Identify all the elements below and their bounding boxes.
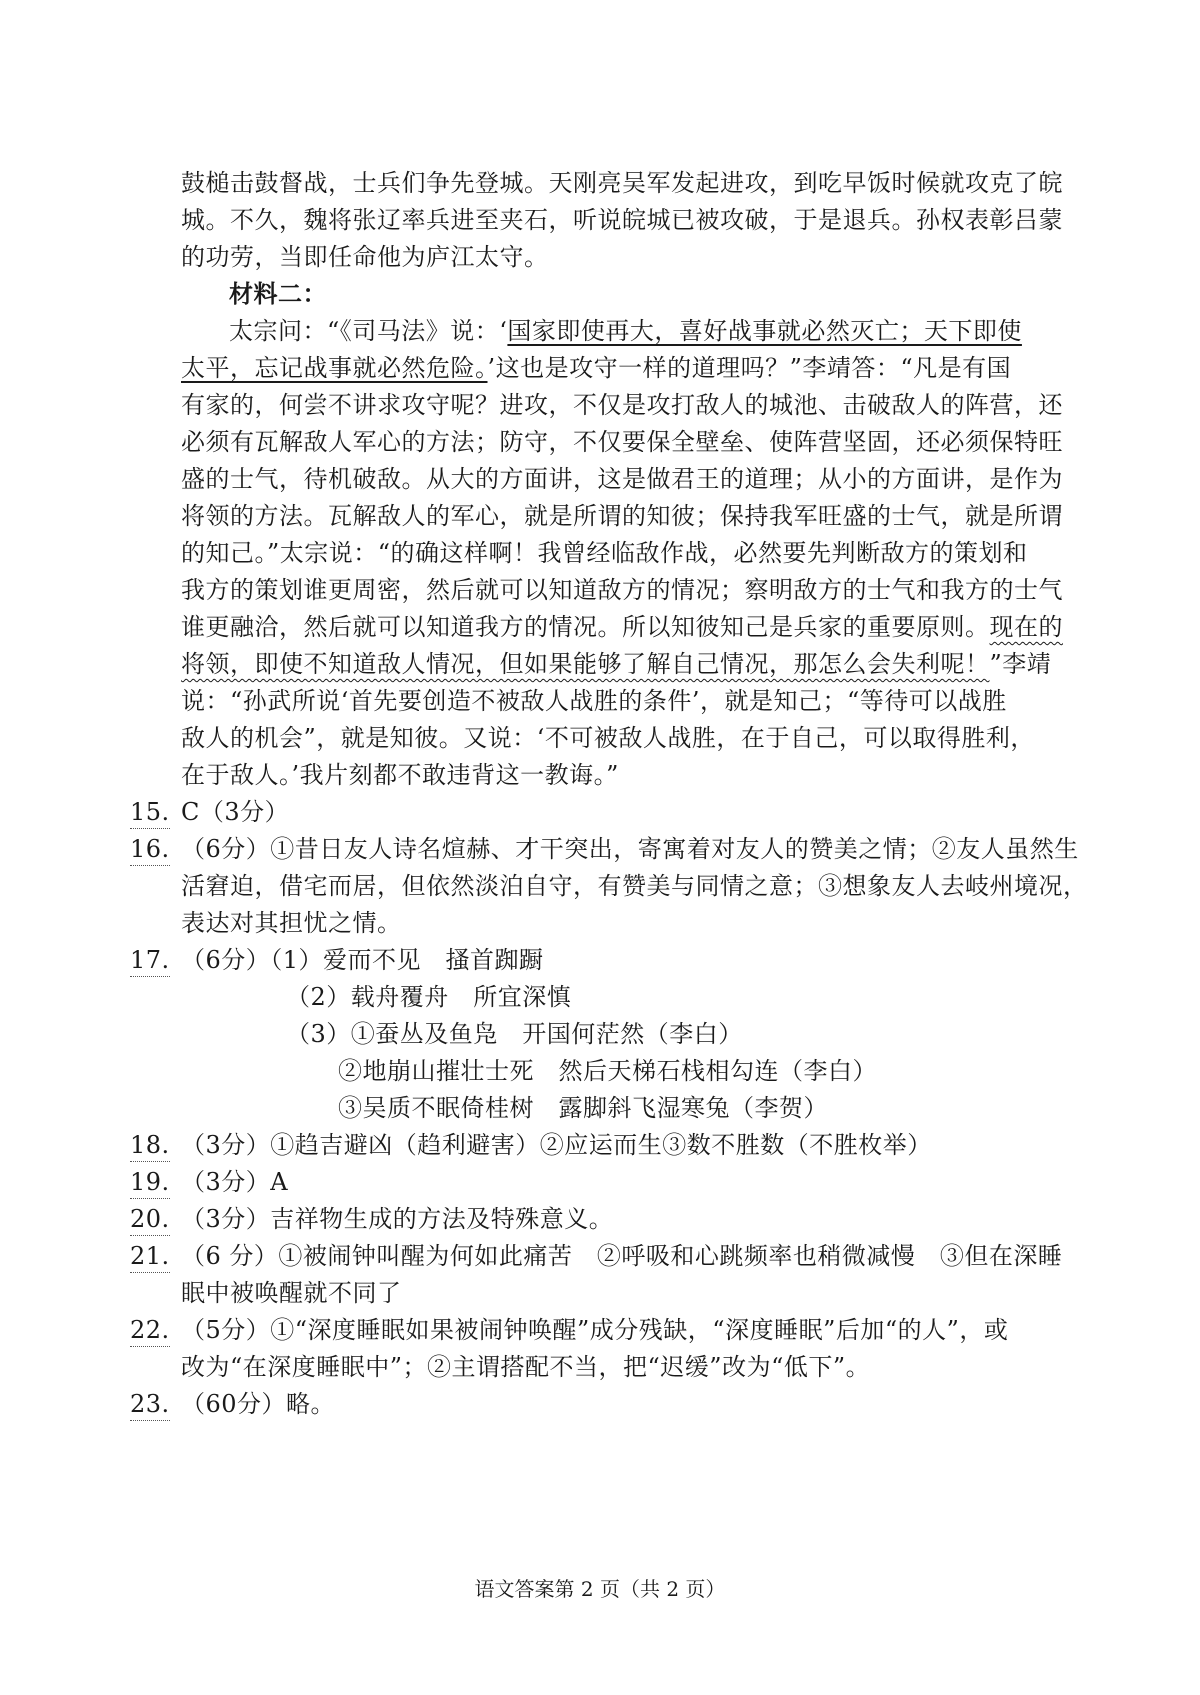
material-2-wavy-underline-1: 现在的: [989, 613, 1063, 641]
material-2-line-5: 盛的士气，待机破敌。从大的方面讲，这是做君王的道理；从小的方面讲，是作为: [181, 465, 1063, 493]
answer-17-line-2: （2）载舟覆舟 所宜深慎: [286, 983, 572, 1011]
material-2-line-7: 的知己。”太宗说：“的确这样啊！我曾经临敌作战，必然要先判断敌方的策划和: [181, 539, 1028, 567]
translation-line-3: 的功劳，当即任命他为庐江太守。: [181, 243, 549, 271]
answer-23-text: （60分）略。: [181, 1390, 336, 1418]
answer-15: [130, 797, 170, 829]
answer-20-number: [130, 1204, 170, 1236]
page-footer: 语文答案第 2 页（共 2 页）: [474, 1577, 726, 1601]
material-2-line-1-a: 太宗问：“《司马法》说：‘: [229, 317, 508, 345]
question-number: 20.: [130, 1204, 170, 1236]
answer-20-text: （3分）吉祥物生成的方法及特殊意义。: [181, 1205, 614, 1233]
translation-line-2: 城。不久，魏将张辽率兵进至夹石，听说皖城已被攻破，于是退兵。孙权表彰吕蒙: [181, 206, 1063, 234]
material-2-line-4: 必须有瓦解敌人军心的方法；防守，不仅要保全壁垒、使阵营坚固，还必须保特旺: [181, 428, 1063, 456]
answer-21-number: [130, 1241, 170, 1273]
question-number: 22.: [130, 1315, 170, 1347]
answer-17-line-4: ②地崩山摧壮士死 然后天梯石栈相勾连（李白）: [338, 1057, 877, 1085]
translation-line-1: 鼓槌击鼓督战，士兵们争先登城。天刚亮吴军发起进攻，到吃早饭时候就攻克了皖: [181, 169, 1063, 197]
answer-16-line-3: 表达对其担忧之情。: [181, 909, 402, 937]
answer-22-number: [130, 1315, 170, 1347]
material-2-underlined-quote-1: 国家即使再大，喜好战事就必然灭亡；天下即使: [507, 317, 1022, 345]
answer-17-number: [130, 945, 170, 977]
answer-21-line-1: （6 分）①被闹钟叫醒为何如此痛苦 ②呼吸和心跳频率也稍微减慢 ③但在深睡: [181, 1242, 1063, 1270]
material-2-line-6: 将领的方法。瓦解敌人的军心，就是所谓的知彼；保持我军旺盛的士气，就是所谓: [181, 502, 1063, 530]
question-number: 23.: [130, 1389, 170, 1421]
question-number: 15.: [130, 797, 170, 829]
material-2-line-12: 敌人的机会”，就是知彼。又说：‘不可被敌人战胜，在于自己，可以取得胜利，: [181, 724, 1035, 752]
question-number: 18.: [130, 1130, 170, 1162]
answer-16-number: [130, 834, 170, 866]
material-2-line-3: 有家的，何尝不讲求攻守呢？进攻，不仅是攻打敌人的城池、击破敌人的阵营，还: [181, 391, 1063, 419]
question-number: 17.: [130, 945, 170, 977]
answer-17-line-1: （6分）（1）爱而不见 搔首踟蹰: [181, 946, 544, 974]
answer-21-line-2: 眠中被唤醒就不同了: [181, 1279, 402, 1307]
material-2-underlined-quote-2: 太平，忘记战事就必然危险。: [181, 354, 488, 382]
material-2-line-11: 说：“孙武所说‘首先要创造不被敌人战胜的条件’，就是知己；“等待可以战胜: [181, 687, 1007, 715]
material-2-wavy-underline-2: 将领，即使不知道敌人情况，但如果能够了解自己情况，那怎么会失利呢！: [181, 650, 990, 678]
material-2-line-10-b: ”李靖: [989, 650, 1052, 678]
material-2-line-10: [181, 649, 1051, 679]
material-2-line-9: [181, 612, 1063, 642]
answer-17-line-3: （3）①蚕丛及鱼凫 开国何茫然（李白）: [286, 1020, 743, 1048]
material-2-line-8: 我方的策划谁更周密，然后就可以知道敌方的情况；察明敌方的士气和我方的士气: [181, 576, 1063, 604]
material-2-line-13: 在于敌人。’我片刻都不敢违背这一教诲。”: [181, 761, 619, 789]
answer-17-line-5: ③吴质不眠倚桂树 露脚斜飞湿寒兔（李贺）: [338, 1094, 828, 1122]
material-2-line-2-b: ’这也是攻守一样的道理吗？”李靖答：“凡是有国: [487, 354, 1012, 382]
question-number: 19.: [130, 1167, 170, 1199]
material-2-heading: 材料二：: [229, 279, 327, 308]
material-2-line-9-a: 谁更融洽，然后就可以知道我方的情况。所以知彼知己是兵家的重要原则。: [181, 613, 990, 641]
material-2-line-1: [229, 316, 1022, 346]
material-2-line-2: [181, 353, 1011, 383]
answer-19-text: （3分）A: [181, 1168, 289, 1196]
question-number: 16.: [130, 834, 170, 866]
answer-15-text: C（3分）: [181, 798, 290, 826]
answer-22-line-1: （5分）①“深度睡眠如果被闹钟唤醒”成分残缺，“深度睡眠”后加“的人”，或: [181, 1316, 1009, 1344]
answer-16-line-2: 活窘迫，借宅而居，但依然淡泊自守，有赞美与同情之意；③想象友人去岐州境况，: [181, 872, 1088, 900]
answer-18-text: （3分）①趋吉避凶（趋利避害）②应运而生③数不胜数（不胜枚举）: [181, 1131, 932, 1159]
answer-16-line-1: （6分）①昔日友人诗名煊赫、才干突出，寄寓着对友人的赞美之情；②友人虽然生: [181, 835, 1079, 863]
answer-19-number: [130, 1167, 170, 1199]
question-number: 21.: [130, 1241, 170, 1273]
answer-18-number: [130, 1130, 170, 1162]
answer-23-number: [130, 1389, 170, 1421]
answer-22-line-2: 改为“在深度睡眠中”；②主谓搭配不当，把“迟缓”改为“低下”。: [181, 1353, 871, 1381]
